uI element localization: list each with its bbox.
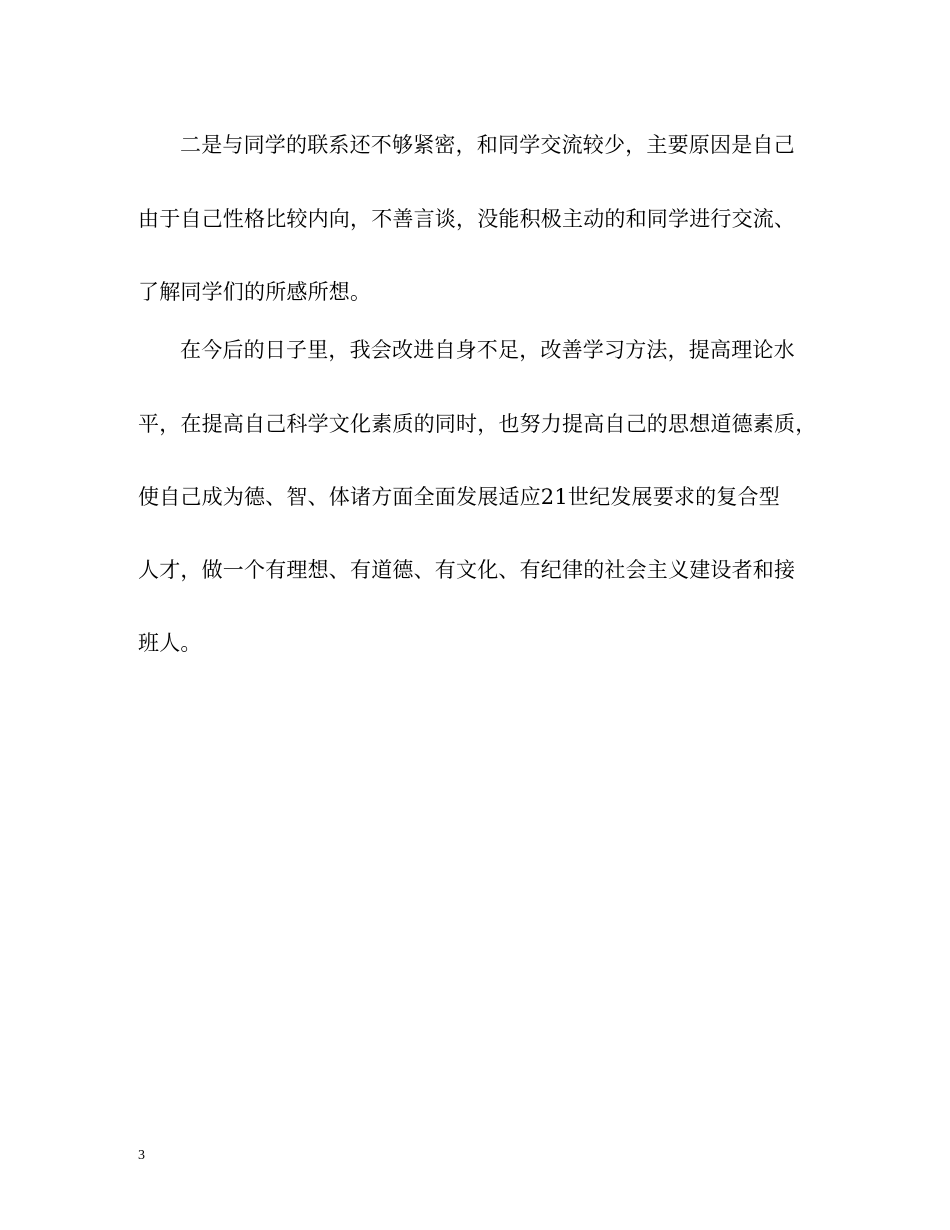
page-number: 3 bbox=[138, 1148, 145, 1163]
paragraph-1-line-3: 了解同学们的所感所想。 bbox=[138, 280, 372, 304]
paragraph-1-line-2: 由于自己性格比较内向，不善言谈，没能积极主动的和同学进行交流、 bbox=[138, 207, 796, 231]
paragraph-2-line-3: 使自己成为德、智、体诸方面全面发展适应21世纪发展要求的复合型 bbox=[138, 485, 780, 509]
paragraph-1-line-1: 二是与同学的联系还不够紧密，和同学交流较少，主要原因是自己 bbox=[180, 133, 795, 157]
paragraph-2-line-1: 在今后的日子里，我会改进自身不足，改善学习方法，提高理论水 bbox=[180, 338, 795, 362]
paragraph-2-line-4: 人才，做一个有理想、有道德、有文化、有纪律的社会主义建设者和接 bbox=[138, 558, 796, 582]
paragraph-2-line-2: 平，在提高自己科学文化素质的同时，也努力提高自己的思想道德素质， bbox=[138, 412, 817, 436]
paragraph-2-line-5: 班人。 bbox=[138, 631, 202, 655]
